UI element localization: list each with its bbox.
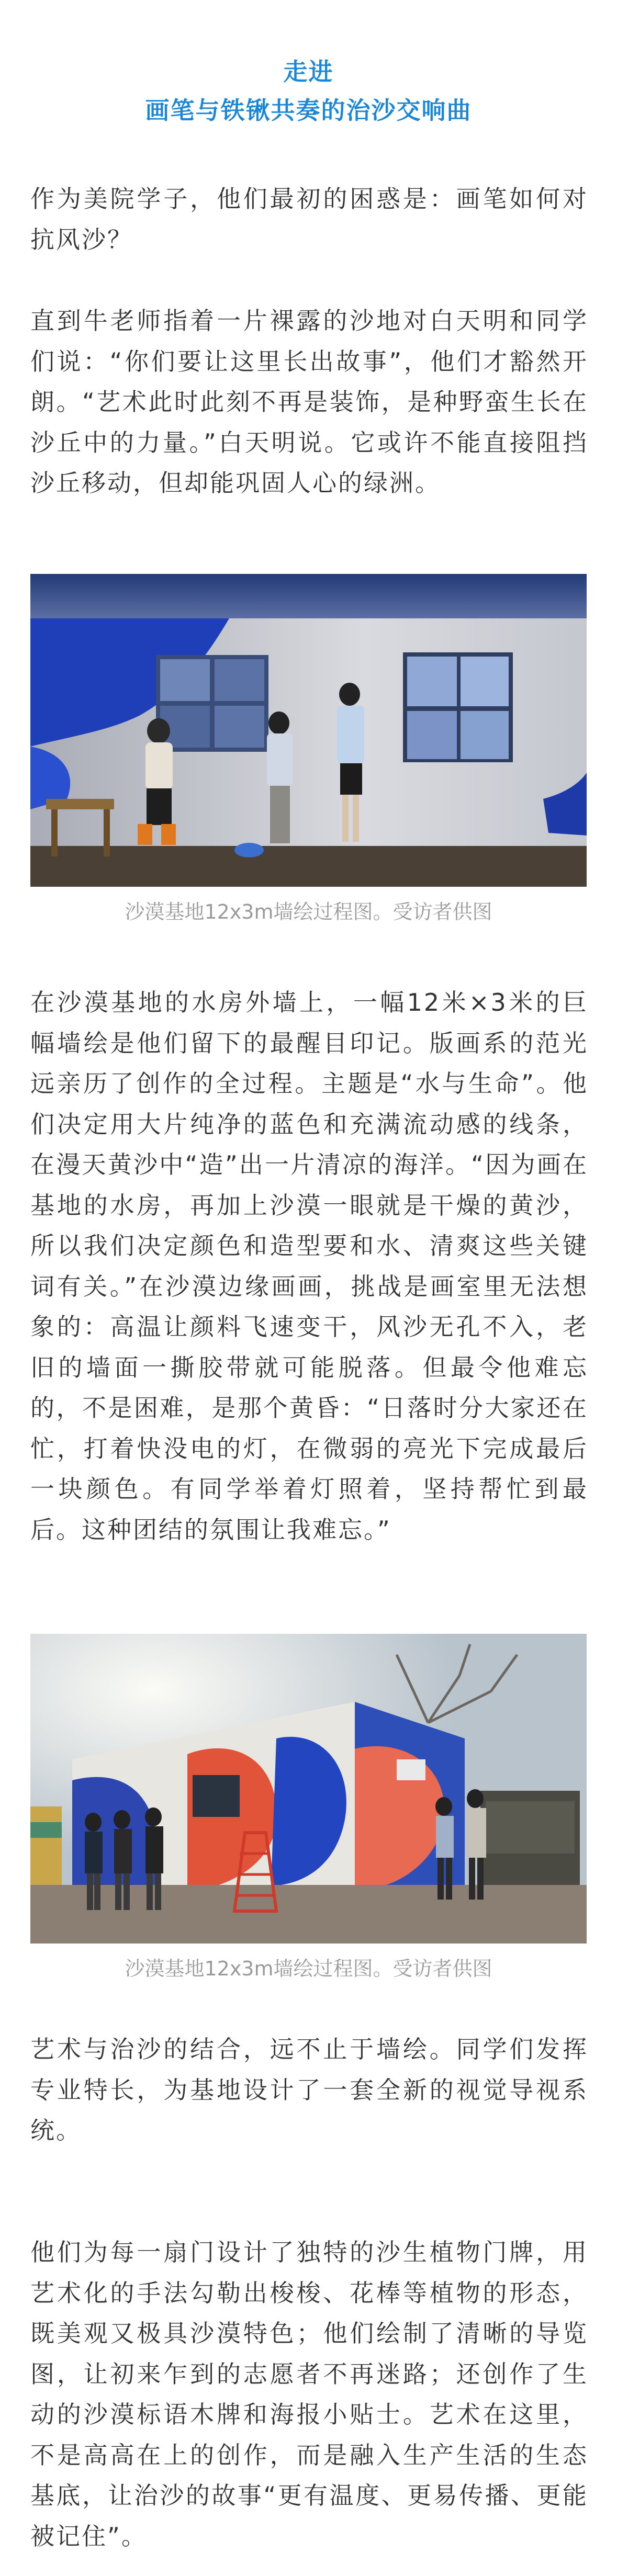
paragraph-3: 在沙漠基地的水房外墙上，一幅12米×3米的巨幅墙绘是他们留下的最醒目印记。版画系的范光远亲历了创作的全过程。主题是“水与生命”。他们决定用大片纯净的蓝色和充满流动感的线条，在漫天黄沙中“造”出一片清凉的海洋。“因为画在基地的水房，再加上沙漠一眼就是干燥的黄沙，所以我们决定颜色和造型要和水、清爽这些关键词有关。”在沙漠边缘画画，挑战是画室里无法想象的：高温让颜料飞速变干，风沙无孔不入，老旧的墙面一撕胶带就可能脱落。但最令他难忘的，不是困难，是那个黄昏：“日落时分大家还在忙，打着快没电的灯，在微弱的亮光下完成最后一块颜色。有同学举着灯照着，坚持帮忙到最后。这种团结的氛围让我难忘。” (30, 988, 588, 1544)
mural-photo-1-illustration (30, 574, 587, 887)
mural-photo-2-illustration (30, 1634, 587, 1944)
article-title-line1: 走进 (283, 58, 334, 86)
mural-progress-photo-1 (30, 574, 587, 887)
paragraph-2: 直到牛老师指着一片裸露的沙地对白天明和同学们说：“你们要让这里长出故事”，他们才豁然开朗。“艺术此时此刻不再是装饰，是种野蛮生长在沙丘中的力量。”白天明说。它或许不能直接阻挡沙丘移动，但却能巩固人心的绿洲。 (30, 307, 588, 497)
mural-progress-photo-2 (30, 1634, 587, 1944)
paragraph-1: 作为美院学子，他们最初的困惑是：画笔如何对抗风沙？ (30, 185, 588, 254)
photo-caption-1: 沙漠基地12x3m墙绘过程图。受访者供图 (125, 900, 492, 923)
paragraph-5: 他们为每一扇门设计了独特的沙生植物门牌，用艺术化的手法勾勒出梭梭、花棒等植物的形态，既美观又极具沙漠特色；他们绘制了清晰的导览图，让初来乍到的志愿者不再迷路；还创作了生动的沙漠标语木牌和海报小贴士。艺术在这里，不是高高在上的创作，而是融入生产生活的生态基底，让治沙的故事“更有温度、更易传播、更能被记住”。 (30, 2238, 588, 2550)
paragraph-4: 艺术与治沙的结合，远不止于墙绘。同学们发挥专业特长，为基地设计了一套全新的视觉导视系统。 (30, 2035, 588, 2144)
photo-caption-2: 沙漠基地12x3m墙绘过程图。受访者供图 (125, 1957, 492, 1980)
article-title-line2: 画笔与铁锹共奏的治沙交响曲 (145, 96, 472, 125)
